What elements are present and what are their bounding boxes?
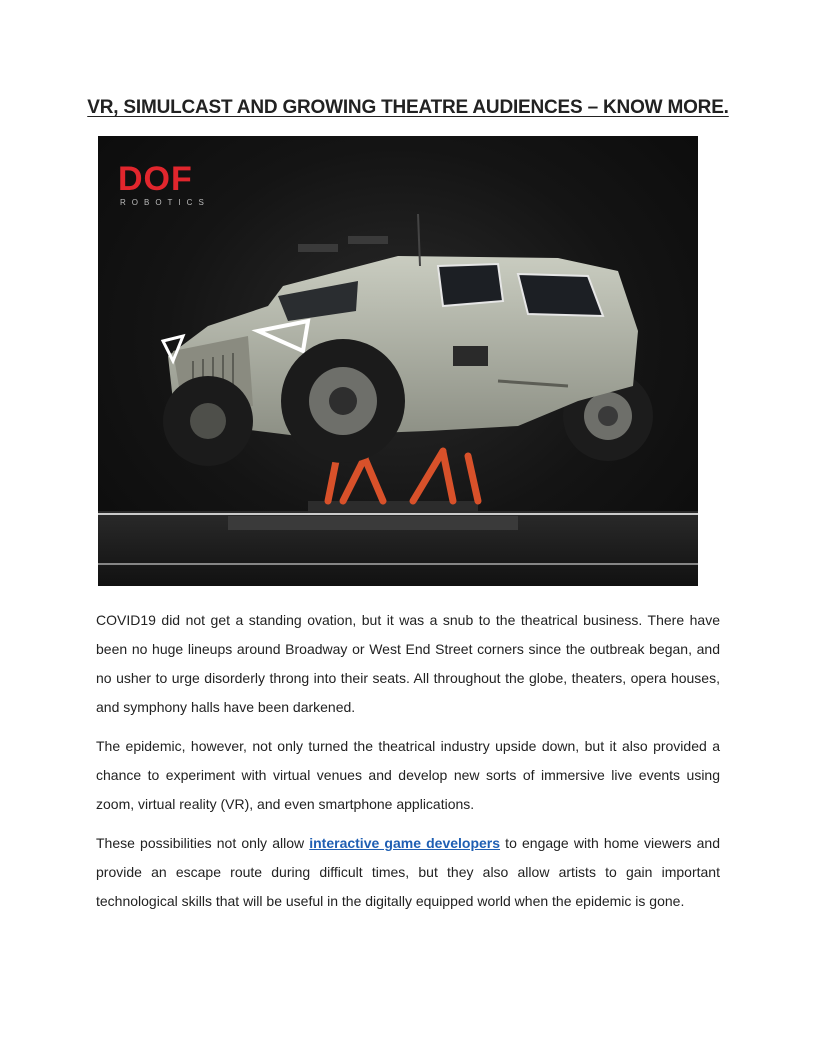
article-body [96, 606, 720, 926]
interactive-game-developers-link[interactable]: interactive game developers [309, 835, 501, 851]
paragraph-1: COVID19 did not get a standing ovation, but it was a snub to the theatrical business. There have been no huge lineups around Broadway or West End Street corners since the outbreak began, and no usher to urge disorderly throng into their seats. All throughout the globe, theaters, opera houses, and symphony halls have been darkened. [96, 612, 720, 715]
paragraph-2: The epidemic, however, not only turned the theatrical industry upside down, but it also provided a chance to experiment with virtual venues and develop new sorts of immersive live events using zoom, virtual reality (VR), and even smartphone applications. [96, 738, 720, 812]
paragraph-3 [96, 829, 720, 916]
logo-mark: DOF [118, 160, 193, 198]
logo-subtitle: ROBOTICS [120, 198, 210, 207]
dof-robotics-logo [118, 162, 210, 207]
hero-image [98, 136, 698, 586]
paragraph-3-tail: to engage with home viewers and provide an escape route during difficult times, but they also allow artists to gain important technological skills that will be useful in the digitally equipped world when the epidemic is gone. [96, 835, 720, 909]
page-title: VR, SIMULCAST AND GROWING THEATRE AUDIENCES – KNOW MORE. [87, 97, 729, 118]
paragraph-3-lead: These possibilities not only allow [96, 835, 310, 851]
